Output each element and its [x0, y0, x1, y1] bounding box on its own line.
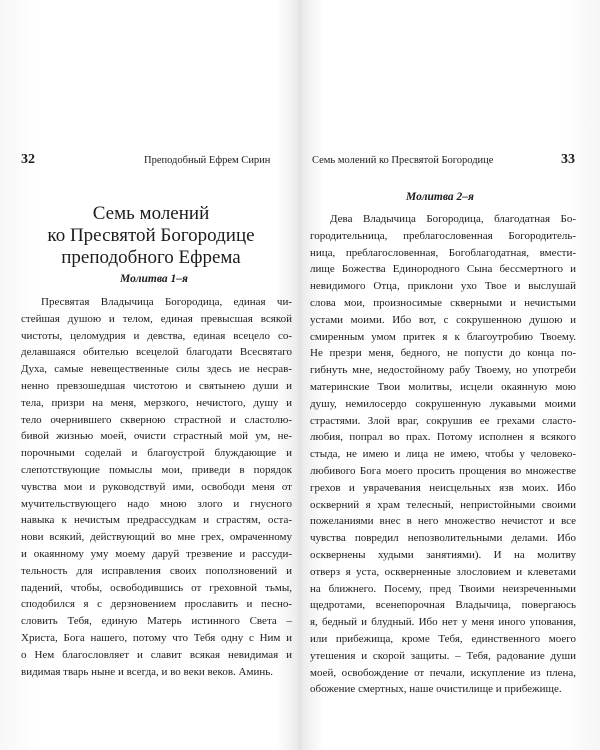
text-line: обожение смертных, наше очистилище и прибежище. — [310, 683, 562, 696]
text-line: невидимого Отца, приклони ухо Твое и выслушай — [310, 280, 576, 293]
text-line: Духа, самые невещественные силы здесь ие несрав- — [21, 363, 292, 376]
text-line: стыда, не имею и лица не имею, чтобы у человеко- — [310, 448, 576, 461]
text-line: городительница, преблагословенная Богородитель- — [310, 229, 576, 242]
text-line: видимая тварь ныне и всегда, и во веки веков. Аминь. — [21, 665, 273, 678]
text-line: оскверний я храм телесный, непристойными своими — [310, 498, 576, 511]
text-line: нови всякий, действующий во мне грех, омраченному — [21, 531, 292, 544]
text-line: чувства мои и руководствуй ими, освободи меня от — [21, 480, 292, 493]
prayer-heading: Молитва 1–я — [120, 273, 188, 285]
text-line: страстями. Злой враг, сокрушив ее грехами сласто- — [310, 414, 576, 427]
text-line: материнские Твои молитвы, исцели окаянную мою — [310, 380, 576, 393]
text-line: ница, преблагословенная, Богоблагодатная, вмести- — [310, 246, 576, 259]
chapter-title — [30, 203, 272, 269]
text-line: тела, призри на меня, мерзкого, нечистого, душу и — [21, 396, 292, 409]
text-line: щедротами, всенепорочная Владычица, повергаюсь — [310, 599, 576, 612]
text-line: мучительствующего надо мною злого и гнусного — [21, 497, 292, 510]
text-line: моей, освобождение от печали, искупление из плена, — [310, 666, 576, 679]
text-line: любивого Бога моего просить прощения во множестве — [310, 464, 576, 477]
text-line: чувства повредил непозволительными делами. Ибо — [310, 532, 576, 545]
text-line: навыка к нечистым предрассудкам и страстям, оста- — [21, 514, 292, 527]
chapter-title-line: преподобного Ефрема — [61, 247, 241, 268]
chapter-title-line: ко Пресвятой Богородице — [47, 225, 255, 246]
text-line: утешения и скорой защиты. – Тебя, радование души — [310, 649, 576, 662]
text-line: на ближнего. Посему, пред Твоими неизреченными — [310, 582, 576, 595]
text-line: слепотствующие помыслы мои, приведи в порядок — [21, 463, 292, 476]
text-line: падений, чтобы, освободившись от греховной тьмы, — [21, 581, 292, 594]
text-line: осквернены худыми занятиями). И на молитву — [310, 548, 576, 561]
page-number: 33 — [561, 152, 575, 167]
text-line: устами моими. Ибо вот, с сокрушенною душою и — [310, 313, 576, 326]
text-line: душу, немилосердо сокрушенную лукавыми моими — [310, 397, 576, 410]
text-line: сподобился я с дерзновением прославить и песно- — [21, 598, 292, 611]
text-line: гибнуть мне, недостойному рабу Твоему, но употреби — [310, 364, 576, 377]
text-line: слова мои, произносимые скверными и нечистыми — [310, 296, 576, 309]
text-line: бивой жизнью моей, очисти страстный мой ум, не- — [21, 430, 292, 443]
text-line: грехов и уврачевания неисцельных язв моих. Ибо — [310, 481, 576, 494]
text-line: делавшаяся обителью всецелой благодати Всесвятаго — [21, 346, 292, 359]
prayer-heading: Молитва 2–я — [406, 191, 474, 203]
text-line: тело очернившего скверною страстной и сластолю- — [21, 413, 292, 426]
text-line: словить Тебя, единую Матерь истинного Света – — [21, 615, 292, 628]
text-line: или прибежища, кроме Тебя, единственного моего — [310, 632, 576, 645]
text-line: ненно превзошедшая чистотою и святынею души и — [21, 379, 292, 392]
chapter-title-line: Семь молений — [92, 203, 210, 224]
text-line: отверз я уста, оскверненные злословием и клеветами — [310, 565, 576, 578]
text-line: чистоты, целомудрия и девства, единая всецело со- — [21, 329, 292, 342]
text-line: и окаянному уму моему даруй трезвение и рассуди- — [21, 547, 292, 560]
right-page — [300, 0, 600, 750]
running-head: Преподобный Ефрем Сирин — [144, 155, 271, 166]
text-line: тельность для исправления своих поползновений и — [21, 564, 292, 577]
text-line: пожеланиями внес в него множество нечистот и все — [310, 515, 576, 528]
running-head: Семь молений ко Пресвятой Богородице — [312, 155, 494, 166]
text-line: лище Божества Единородного Сына бессмертного и — [310, 263, 576, 276]
text-line: Дева Владычица Богородица, благодатная Бо- — [330, 213, 576, 225]
text-line: о Нем благословляет и славит всякая невидимая и — [21, 648, 292, 661]
prayer-text — [310, 211, 576, 698]
text-line: Пресвятая Владычица Богородица, единая чи- — [41, 296, 292, 308]
text-line: смиренным умом притек я к благоутробию Твоему. — [310, 330, 576, 343]
text-line: стейшая душою и телом, единая превысшая всякой — [21, 312, 292, 325]
text-line: порочными соделай и благоустрой блуждающие и — [21, 447, 292, 460]
text-line: Не презри меня, бедного, не попусти до конца по- — [310, 347, 576, 360]
prayer-text — [21, 294, 292, 680]
page-number: 32 — [21, 152, 35, 167]
text-line: любия, попрал во прах. Потому исполнен я всякого — [310, 431, 576, 444]
text-line: я, бедный и блудный. Ибо нет у меня иного упования, — [310, 616, 576, 629]
text-line: Христа, Бога нашего, потому что Тебя одну с Ним и — [21, 631, 292, 644]
